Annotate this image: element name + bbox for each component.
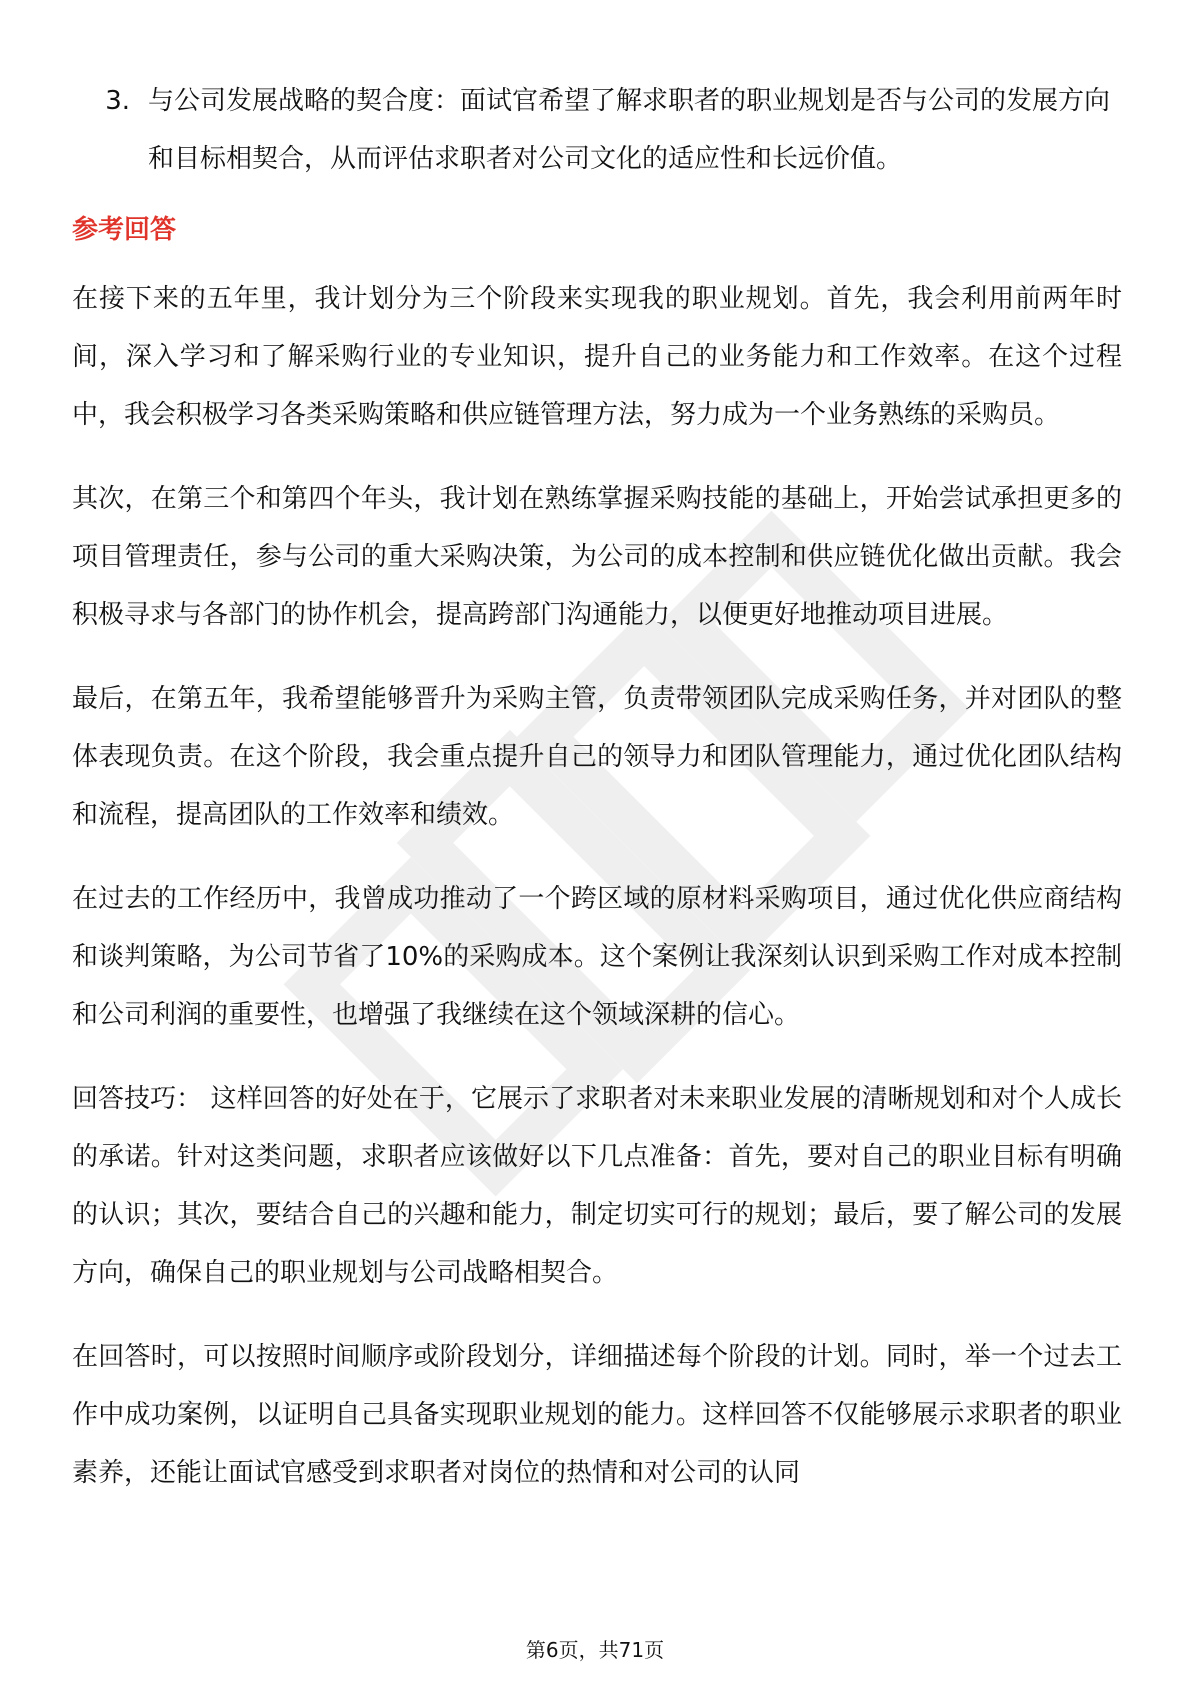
paragraph: 最后，在第五年，我希望能够晋升为采购主管，负责带领团队完成采购任务，并对团队的整体表现负责。在这个阶段，我会重点提升自己的领导力和团队管理能力，通过优化团队结构和流程，提高团队的工作效率和绩效。 [72, 684, 1122, 830]
section-heading: 参考回答 [72, 215, 177, 245]
paragraph: 在过去的工作经历中，我曾成功推动了一个跨区域的原材料采购项目，通过优化供应商结构和谈判策略，为公司节省了10%的采购成本。这个案例让我深刻认识到采购工作对成本控制和公司利润的重要性，也增强了我继续在这个领域深耕的信心。 [72, 884, 1122, 1030]
paragraph: 在接下来的五年里，我计划分为三个阶段来实现我的职业规划。首先，我会利用前两年时间，深入学习和了解采购行业的专业知识，提升自己的业务能力和工作效率。在这个过程中，我会积极学习各类采购策略和供应链管理方法，努力成为一个业务熟练的采购员。 [72, 284, 1122, 430]
page-content [72, 72, 1122, 1528]
page-footer: 第6页，共71页 [525, 1638, 665, 1662]
numbered-list-item [72, 72, 1122, 188]
list-number: 3. [105, 86, 130, 116]
paragraph: 回答技巧： 这样回答的好处在于，它展示了求职者对未来职业发展的清晰规划和对个人成长的承诺。针对这类问题，求职者应该做好以下几点准备：首先，要对自己的职业目标有明确的认识；其次，要结合自己的兴趣和能力，制定切实可行的规划；最后，要了解公司的发展方向，确保自己的职业规划与公司战略相契合。 [72, 1084, 1122, 1288]
list-text: 与公司发展战略的契合度：面试官希望了解求职者的职业规划是否与公司的发展方向和目标相契合，从而评估求职者对公司文化的适应性和长远价值。 [148, 86, 1111, 174]
paragraph: 在回答时，可以按照时间顺序或阶段划分，详细描述每个阶段的计划。同时，举一个过去工作中成功案例，以证明自己具备实现职业规划的能力。这样回答不仅能够展示求职者的职业素养，还能让面试官感受到求职者对岗位的热情和对公司的认同 [72, 1342, 1122, 1488]
paragraph: 其次，在第三个和第四个年头，我计划在熟练掌握采购技能的基础上，开始尝试承担更多的项目管理责任，参与公司的重大采购决策，为公司的成本控制和供应链优化做出贡献。我会积极寻求与各部门的协作机会，提高跨部门沟通能力，以便更好地推动项目进展。 [72, 484, 1122, 630]
